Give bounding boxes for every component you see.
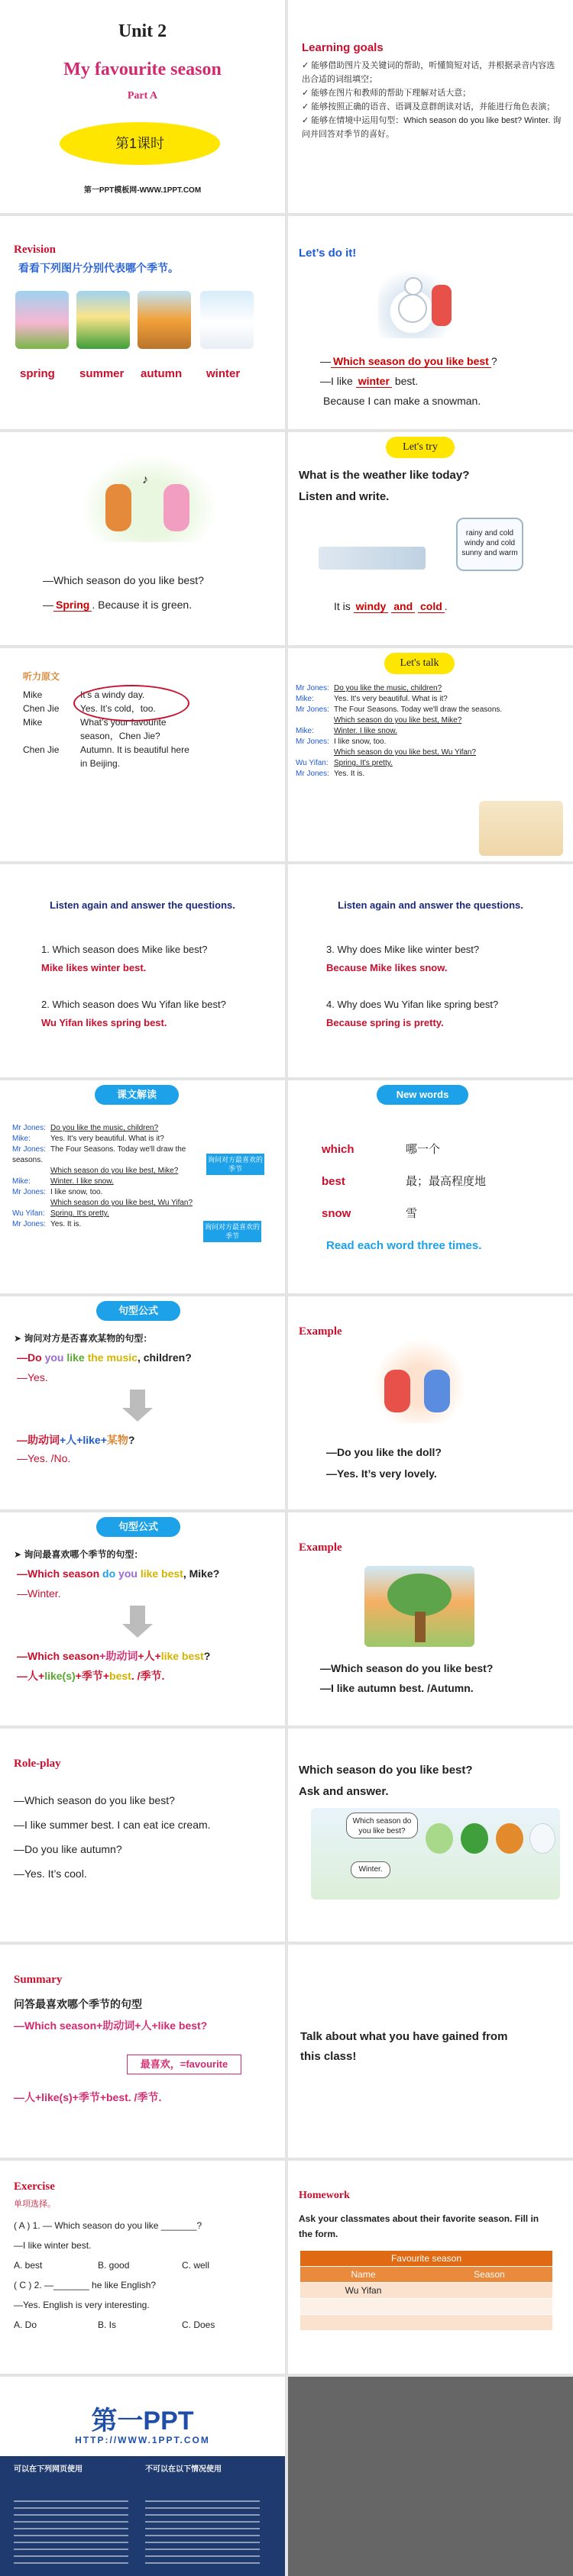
dialogue-line: Mr Jones: The Four Seasons. Today we'll draw the seasons. bbox=[12, 1145, 186, 1164]
snowman-image bbox=[378, 262, 462, 338]
goals-heading: Learning goals bbox=[302, 41, 384, 54]
music-note-icon: ♪ bbox=[142, 473, 148, 486]
question-3: 3. Why does Mike like winter best? bbox=[326, 944, 480, 955]
do-it-answer: —I like winter best. bbox=[320, 375, 419, 387]
homework-table bbox=[300, 2251, 552, 2330]
girl-figure bbox=[163, 484, 189, 531]
goal-item: ✓ 能够在图片和教师的帮助下理解对话大意； bbox=[302, 89, 471, 98]
season-spring: spring bbox=[20, 367, 55, 380]
example-heading: Example bbox=[299, 1541, 342, 1554]
formula-pattern: —Which season+助动词+人+like best? bbox=[17, 1650, 211, 1662]
season-winter: winter bbox=[206, 367, 241, 380]
example-question: —Do you like the doll? bbox=[326, 1446, 442, 1458]
answer-3: Because Mike likes snow. bbox=[326, 962, 448, 973]
homework-heading: Homework bbox=[299, 2190, 350, 2201]
season-autumn: autumn bbox=[141, 367, 183, 380]
role-play-line: —Yes. It’s cool. bbox=[14, 1867, 87, 1880]
slide-answer-questions-2 bbox=[288, 864, 573, 1077]
goals-list bbox=[302, 59, 562, 141]
usage-forbidden: 不可以在以下情况使用 bbox=[145, 2465, 222, 2474]
link-list-right bbox=[145, 2500, 260, 2569]
dialogue-line: Mr Jones: Yes. It is. bbox=[296, 770, 365, 778]
example-answer: —Yes. It’s very lovely. bbox=[326, 1467, 437, 1480]
exercise-q1-line: —I like winter best. bbox=[14, 2240, 92, 2251]
new-words-pill: New words bbox=[377, 1085, 468, 1105]
slide-text-analysis bbox=[0, 1080, 285, 1293]
exercise-q2: ( C ) 2. —_______ he like English? bbox=[14, 2280, 157, 2290]
children-image bbox=[84, 458, 214, 542]
slide-homework bbox=[288, 2161, 573, 2374]
exercise-sub: 单项选择。 bbox=[14, 2200, 56, 2209]
dialogue-line: Which season do you like best, Mike? bbox=[50, 1167, 179, 1175]
answer-2: Wu Yifan likes spring best. bbox=[41, 1017, 167, 1028]
word-row: best 最；最高程度地 bbox=[322, 1175, 487, 1188]
snowman-head bbox=[404, 277, 422, 295]
slide-formula-1 bbox=[0, 1296, 285, 1509]
try-question: What is the weather like today? bbox=[299, 469, 470, 482]
dialogue-line: Mike: Yes. It's very beautiful. What is it? bbox=[296, 695, 448, 703]
table-row bbox=[300, 2299, 552, 2314]
slide-spring-question bbox=[0, 432, 285, 645]
question-4: 4. Why does Wu Yifan like spring best? bbox=[326, 999, 499, 1010]
slide-listening-script bbox=[0, 648, 285, 861]
winter-tree bbox=[529, 1823, 555, 1854]
down-arrow-head bbox=[122, 1408, 153, 1422]
slide-talk-gained bbox=[288, 1945, 573, 2158]
spring-tree bbox=[426, 1823, 453, 1854]
part-label: Part A bbox=[127, 90, 158, 102]
homework-text: Ask your classmates about their favorite season. Fill in the form. bbox=[299, 2213, 539, 2239]
revision-heading: Revision bbox=[14, 244, 57, 256]
site-label: 第一PPT模板网-WWW.1PPT.COM bbox=[83, 186, 202, 195]
dialogue-line: Mike: Winter. I like snow. bbox=[296, 727, 397, 735]
try-answer: It is windy and cold . bbox=[334, 600, 448, 612]
slide-ask-answer bbox=[288, 1729, 573, 1942]
dialogue-line: Mr Jones: I like snow, too. bbox=[12, 1188, 103, 1196]
highlight-ellipse bbox=[73, 685, 189, 721]
formula-point: ➤ 询问最喜欢哪个季节的句型： bbox=[14, 1549, 144, 1560]
down-arrow-icon bbox=[130, 1606, 145, 1624]
talk-dialogue bbox=[296, 683, 563, 780]
analysis-pill: 课文解读 bbox=[95, 1085, 179, 1105]
slide-role-play bbox=[0, 1729, 285, 1942]
spring-question: —Which season do you like best? bbox=[43, 574, 204, 586]
tree-trunk bbox=[415, 1612, 426, 1642]
slide-answer-questions-1 bbox=[0, 864, 285, 1077]
dialogue-line: Mike: Winter. I like snow. bbox=[12, 1177, 114, 1186]
script-row: Mike It’s a windy day. bbox=[23, 689, 145, 700]
link-list-left bbox=[14, 2500, 128, 2569]
spring-image bbox=[15, 291, 69, 349]
summary-box: 最喜欢，=favourite bbox=[127, 2055, 241, 2074]
listen-heading: Listen again and answer the questions. bbox=[50, 899, 235, 911]
dialogue-line: Which season do you like best, Mike? bbox=[334, 716, 462, 725]
role-play-line: —I like summer best. I can eat ice cream. bbox=[14, 1819, 211, 1831]
autumn-tree bbox=[496, 1823, 523, 1854]
slide-learning-goals bbox=[288, 0, 573, 213]
formula-question: —Which season do you like best, Mike? bbox=[17, 1567, 220, 1580]
analysis-note-1: 询问对方最喜欢的季节 bbox=[206, 1154, 264, 1175]
slide-lets-try bbox=[288, 432, 573, 645]
summer-tree bbox=[461, 1823, 488, 1854]
do-it-question: — Which season do you like best ? bbox=[320, 355, 497, 367]
table-row bbox=[300, 2315, 552, 2330]
lets-try-tag: Let's try bbox=[386, 437, 455, 458]
talk-gained-text: Talk about what you have gained from this class! bbox=[300, 2030, 508, 2063]
seasons-image bbox=[311, 1808, 560, 1900]
slide-formula-2 bbox=[0, 1512, 285, 1725]
boy-figure bbox=[424, 1370, 450, 1412]
formula-point: ➤ 询问对方是否喜欢某物的句型： bbox=[14, 1333, 153, 1344]
exercise-body bbox=[14, 2216, 215, 2335]
question-2: 2. Which season does Wu Yifan like best? bbox=[41, 999, 226, 1010]
speech-bubble-answer: Winter. bbox=[351, 1861, 390, 1878]
script-row: Mike What’s your favourite season，Chen Jie? bbox=[23, 717, 167, 741]
formula-question: —Do you like the music, children? bbox=[17, 1351, 192, 1364]
dialogue-line: Wu Yifan: Spring. It's pretty. bbox=[12, 1209, 109, 1218]
speech-bubble-question: Which season do you like best? bbox=[346, 1813, 418, 1838]
table-title: Favourite season bbox=[300, 2251, 552, 2266]
lets-talk-tag: Let's talk bbox=[384, 653, 455, 674]
question-1: 1. Which season does Mike like best? bbox=[41, 944, 208, 955]
summary-question: —Which season+助动词+人+like best? bbox=[14, 2019, 208, 2032]
role-play-line: —Do you like autumn? bbox=[14, 1843, 122, 1855]
brand-url: HTTP://WWW.1PPT.COM bbox=[75, 2435, 210, 2445]
slide-lets-talk bbox=[288, 648, 573, 861]
example-answer: —I like autumn best. /Autumn. bbox=[320, 1682, 474, 1694]
summer-image bbox=[76, 291, 130, 349]
try-instruction: Listen and write. bbox=[299, 490, 390, 503]
slide-exercise bbox=[0, 2161, 285, 2374]
script-heading: 听力原文 bbox=[23, 671, 60, 682]
example-question: —Which season do you like best? bbox=[320, 1662, 494, 1674]
jar-image: rainy and cold windy and cold sunny and warm bbox=[456, 518, 523, 571]
lesson-title: My favourite season bbox=[63, 60, 222, 79]
do-it-reason: Because I can make a snowman. bbox=[323, 395, 481, 407]
down-arrow-head bbox=[122, 1624, 153, 1638]
do-it-heading: Let’s do it! bbox=[299, 247, 357, 260]
exercise-q1-options: A. best B. good C. well bbox=[14, 2260, 210, 2271]
dialogue-line: Mr Jones: Do you like the music, children? bbox=[296, 684, 442, 692]
answer-1: Mike likes winter best. bbox=[41, 962, 147, 973]
listen-heading: Listen again and answer the questions. bbox=[338, 899, 523, 911]
formula-answer: —Winter. bbox=[17, 1587, 61, 1600]
formula-pill: 句型公式 bbox=[96, 1301, 180, 1321]
girl-figure bbox=[384, 1370, 410, 1412]
exercise-q2-line: —Yes. English is very interesting. bbox=[14, 2300, 150, 2310]
summary-answer: —人+like(s)+季节+best. /季节. bbox=[14, 2091, 162, 2103]
unit-title: Unit 2 bbox=[118, 21, 167, 41]
brand-logo: 第一PPT bbox=[91, 2407, 194, 2436]
table-header: Name Season bbox=[300, 2267, 552, 2282]
dialogue-line: Mr Jones: I like snow, too. bbox=[296, 738, 387, 746]
summary-heading: Summary bbox=[14, 1974, 63, 1986]
slide-blank bbox=[288, 2377, 573, 2576]
dialogue-line: Mr Jones: Yes. It is. bbox=[12, 1220, 82, 1228]
tree-crown bbox=[387, 1574, 452, 1616]
formula-pattern: —助动词+人+like+某物? bbox=[17, 1434, 135, 1446]
dialogue-line: Wu Yifan: Spring. It's pretty. bbox=[296, 759, 393, 767]
analysis-note-2: 询问对方最喜欢的季节 bbox=[203, 1221, 261, 1242]
role-play-line: —Which season do you like best? bbox=[14, 1794, 175, 1806]
goal-item: ✓ 能够借助图片及关键词的帮助，听懂简短对话，并根据录音内容选出合适的词组填空； bbox=[302, 61, 555, 84]
slide-title bbox=[0, 0, 285, 213]
dialogue-line: Mr Jones: Do you like the music, children? bbox=[12, 1124, 159, 1132]
answer-4: Because spring is pretty. bbox=[326, 1017, 444, 1028]
table-row: Wu Yifan bbox=[300, 2283, 552, 2298]
child-figure bbox=[432, 285, 452, 326]
snowman-body bbox=[398, 294, 427, 323]
summary-sub: 问答最喜欢哪个季节的句型 bbox=[14, 1998, 142, 2010]
ask-question: Which season do you like best? bbox=[299, 1764, 473, 1777]
script-row: Chen Jie Yes. It’s cold，too. bbox=[23, 703, 156, 714]
spring-answer: — Spring . Because it is green. bbox=[43, 599, 193, 611]
analysis-dialogue bbox=[12, 1123, 196, 1230]
formula-pill: 句型公式 bbox=[96, 1517, 180, 1537]
jar-image-left bbox=[319, 547, 426, 570]
revision-instruction: 看看下列图片分别代表哪个季节。 bbox=[18, 262, 179, 274]
slide-new-words bbox=[288, 1080, 573, 1293]
slide-lets-do-it bbox=[288, 216, 573, 429]
slide-example-autumn bbox=[288, 1512, 573, 1725]
script-row: Chen Jie Autumn. It is beautiful here in Beijing. bbox=[23, 744, 189, 769]
slide-example-doll bbox=[288, 1296, 573, 1509]
exercise-q1: ( A ) 1. — Which season do you like _______? bbox=[14, 2220, 202, 2231]
exercise-heading: Exercise bbox=[14, 2181, 55, 2193]
dialogue-line: Mike: Yes. It's very beautiful. What is it? bbox=[12, 1135, 164, 1143]
read-instruction: Read each word three times. bbox=[326, 1239, 482, 1252]
doll-image bbox=[372, 1339, 467, 1423]
slide-revision bbox=[0, 216, 285, 429]
dialogue-line: Mr Jones: The Four Seasons. Today we'll draw the seasons. bbox=[296, 705, 503, 714]
apple-tree-image bbox=[364, 1566, 474, 1647]
goal-item: ✓ 能够在情境中运用句型：Which season do you like best? Winter. 询问并回答对季节的喜好。 bbox=[302, 116, 562, 139]
slide-brand bbox=[0, 2377, 285, 2576]
usage-allowed: 可以在下列网页使用 bbox=[14, 2465, 83, 2474]
role-play-lines bbox=[14, 1788, 211, 1886]
formula-pattern-answer: —Yes. /No. bbox=[17, 1452, 71, 1464]
example-heading: Example bbox=[299, 1325, 342, 1338]
formula-pattern-answer: —人+like(s)+季节+best. /季节. bbox=[17, 1670, 165, 1682]
formula-answer: —Yes. bbox=[17, 1371, 48, 1383]
goal-item: ✓ 能够按照正确的语音、语调及意群朗读对话，并能进行角色表演； bbox=[302, 102, 555, 111]
autumn-image bbox=[138, 291, 191, 349]
dialogue-line: Which season do you like best, Wu Yifan? bbox=[50, 1199, 193, 1207]
word-row: which 哪一个 bbox=[322, 1143, 441, 1156]
exercise-q2-options: A. Do B. Is C. Does bbox=[14, 2319, 215, 2330]
season-summer: summer bbox=[79, 367, 125, 380]
word-list bbox=[322, 1134, 486, 1230]
role-play-heading: Role-play bbox=[14, 1758, 61, 1770]
brand-footer bbox=[0, 2456, 285, 2576]
winter-image bbox=[200, 291, 254, 349]
word-row: snow 雪 bbox=[322, 1207, 418, 1220]
down-arrow-icon bbox=[130, 1390, 145, 1408]
lesson-badge: 第1课时 bbox=[60, 122, 220, 165]
classroom-image bbox=[479, 801, 563, 856]
dialogue-line: Which season do you like best, Wu Yifan? bbox=[334, 748, 477, 757]
ask-instruction: Ask and answer. bbox=[299, 1785, 389, 1798]
boy-figure bbox=[105, 484, 131, 531]
slide-summary bbox=[0, 1945, 285, 2158]
